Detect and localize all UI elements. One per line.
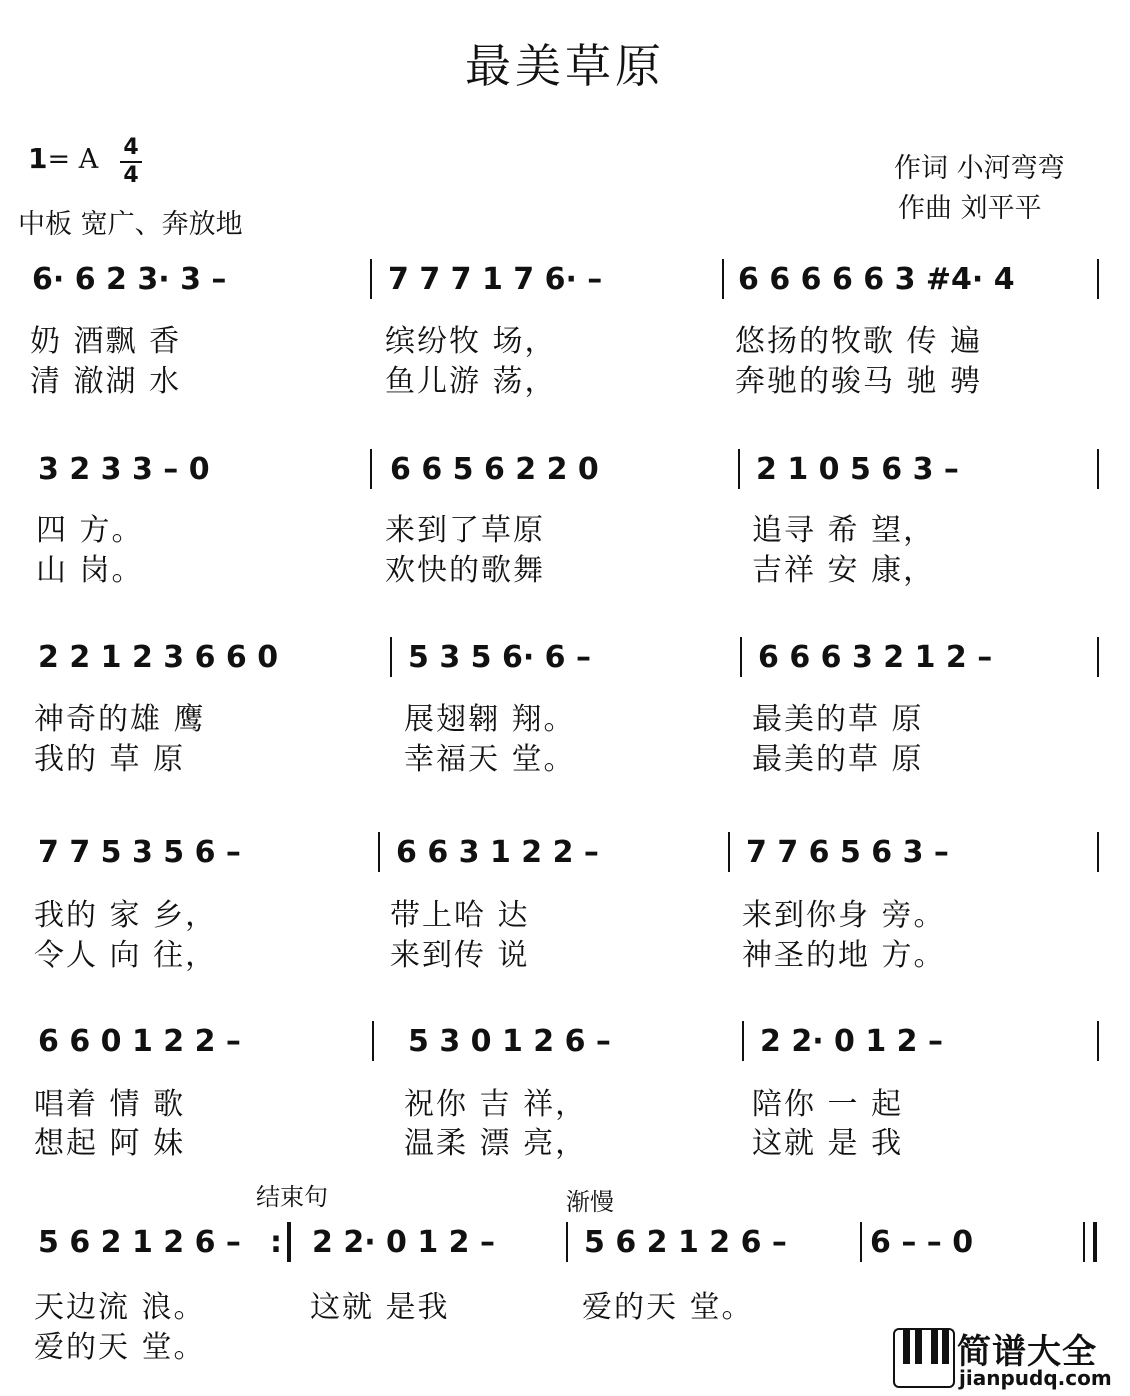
measure: 7 7 5 3 5 6 – bbox=[38, 835, 241, 870]
lyric: 幸福天 堂。 bbox=[404, 742, 576, 777]
lyric: 奔驰的骏马 驰 骋 bbox=[735, 364, 983, 399]
staff-row-1 bbox=[0, 255, 1130, 305]
staff-row-3 bbox=[0, 633, 1130, 683]
lyric: 吉祥 安 康， bbox=[752, 553, 936, 588]
time-top: 4 bbox=[123, 135, 139, 160]
measure: 3 2 3 3 – 0 bbox=[38, 452, 210, 487]
lyric: 悠扬的牧歌 传 遍 bbox=[735, 324, 983, 359]
ending-label: 结束句 bbox=[256, 1183, 328, 1211]
measure: 6· 6 2 3· 3 – bbox=[32, 262, 227, 297]
lyricist: 作词 小河弯弯 bbox=[894, 153, 1065, 184]
lyric: 陪你 一 起 bbox=[752, 1087, 904, 1122]
lyric: 山 岗。 bbox=[36, 553, 144, 588]
tempo-marking: 中板 宽广、奔放地 bbox=[18, 209, 243, 240]
measure: 2 1 0 5 6 3 – bbox=[756, 452, 959, 487]
measure: 2 2· 0 1 2 – bbox=[760, 1024, 943, 1059]
page-title: 最美草原 bbox=[465, 39, 665, 93]
measure: 6 – – 0 bbox=[870, 1225, 974, 1260]
lyric: 令人 向 往， bbox=[34, 938, 218, 973]
brand-url: jianpudq.com bbox=[959, 1366, 1112, 1390]
staff-row-6 bbox=[0, 1218, 1130, 1268]
site-logo bbox=[893, 1324, 1118, 1390]
time-bottom: 4 bbox=[123, 163, 139, 188]
measure: 5 3 5 6· 6 – bbox=[408, 640, 591, 675]
measure: 6 6 3 1 2 2 – bbox=[396, 835, 599, 870]
measure: 7 7 7 1 7 6· – bbox=[388, 262, 603, 297]
lyric: 来到传 说 bbox=[390, 938, 530, 973]
lyric: 带上哈 达 bbox=[390, 898, 530, 933]
measure: 5 6 2 1 2 6 – bbox=[584, 1225, 787, 1260]
lyric: 最美的草 原 bbox=[752, 702, 924, 737]
lyric: 我的 草 原 bbox=[34, 742, 186, 777]
lyric: 最美的草 原 bbox=[752, 742, 924, 777]
lyric: 神圣的地 方。 bbox=[742, 938, 946, 973]
repeat-sign: : bbox=[270, 1225, 282, 1260]
key-signature bbox=[28, 142, 98, 175]
lyric: 来到你身 旁。 bbox=[742, 898, 946, 933]
lyric: 这就 是 我 bbox=[752, 1126, 904, 1161]
lyric: 神奇的雄 鹰 bbox=[34, 702, 206, 737]
lyric: 祝你 吉 祥， bbox=[404, 1087, 588, 1122]
lyric: 这就 是我 bbox=[310, 1290, 450, 1325]
lyric: 唱着 情 歌 bbox=[34, 1087, 186, 1122]
lyric: 来到了草原 bbox=[385, 513, 545, 548]
staff-row-5 bbox=[0, 1017, 1130, 1067]
lyric: 爱的天 堂。 bbox=[582, 1290, 754, 1325]
staff-row-2 bbox=[0, 445, 1130, 495]
time-signature bbox=[120, 136, 142, 188]
piano-icon bbox=[893, 1328, 955, 1388]
measure: 2 2· 0 1 2 – bbox=[312, 1225, 495, 1260]
lyric: 鱼儿游 荡， bbox=[385, 364, 557, 399]
lyric: 温柔 漂 亮， bbox=[404, 1126, 588, 1161]
measure: 7 7 6 5 6 3 – bbox=[746, 835, 949, 870]
lyric: 缤纷牧 场， bbox=[385, 324, 557, 359]
lyric: 想起 阿 妹 bbox=[34, 1126, 186, 1161]
lyric: 我的 家 乡， bbox=[34, 898, 218, 933]
lyric: 四 方。 bbox=[36, 513, 144, 548]
staff-row-4 bbox=[0, 828, 1130, 878]
measure: 5 3 0 1 2 6 – bbox=[408, 1024, 611, 1059]
lyric: 展翅翱 翔。 bbox=[404, 702, 576, 737]
measure: 6 6 5 6 2 2 0 bbox=[390, 452, 599, 487]
brand-name: 简谱大全 bbox=[957, 1332, 1097, 1372]
key-tonic: 1 bbox=[28, 142, 48, 175]
lyric: 追寻 希 望， bbox=[752, 513, 936, 548]
lyric: 欢快的歌舞 bbox=[385, 553, 545, 588]
lyric: 奶 酒飘 香 bbox=[30, 324, 182, 359]
lyric: 清 澈湖 水 bbox=[30, 364, 182, 399]
measure: 6 6 6 6 6 3 #4· 4 bbox=[738, 262, 1015, 297]
lyric: 爱的天 堂。 bbox=[34, 1330, 206, 1365]
measure: 5 6 2 1 2 6 – bbox=[38, 1225, 241, 1260]
key-label: = A bbox=[47, 144, 99, 175]
measure: 6 6 0 1 2 2 – bbox=[38, 1024, 241, 1059]
ritardando-label: 渐慢 bbox=[566, 1188, 614, 1216]
measure: 6 6 6 3 2 1 2 – bbox=[758, 640, 993, 675]
measure: 2 2 1 2 3 6 6 0 bbox=[38, 640, 279, 675]
lyric: 天边流 浪。 bbox=[34, 1290, 206, 1325]
composer: 作曲 刘平平 bbox=[898, 193, 1042, 224]
